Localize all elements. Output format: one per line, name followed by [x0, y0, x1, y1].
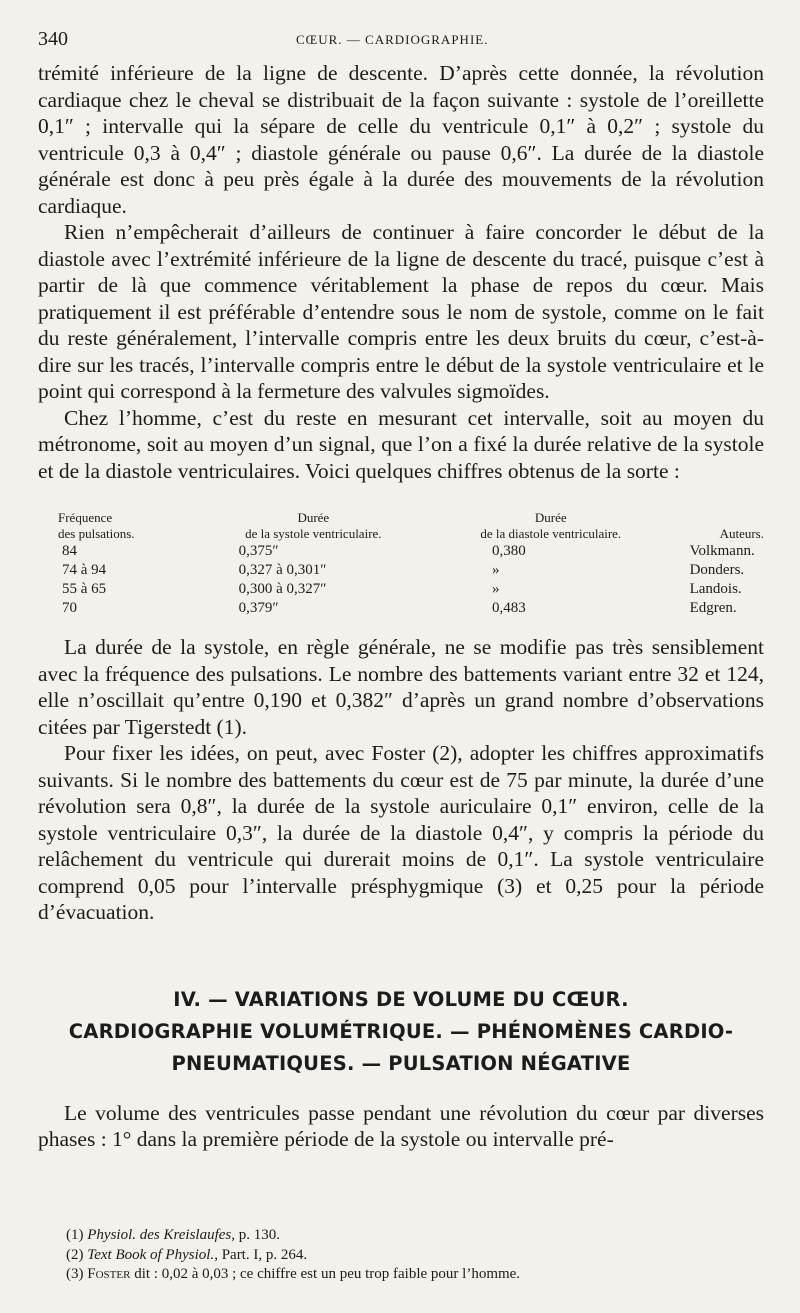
footnote-2-title: Text Book of Physiol.: [87, 1246, 215, 1263]
footnote-1: (1) Physiol. des Kreislaufes, p. 130.: [66, 1227, 281, 1243]
paragraph-1: trémité inférieure de la ligne de descente. D’après cette donnée, la révolution cardiaque chez le cheval se distribuait de la façon suivante : systole de l’oreillette 0,1″ ; intervalle qui la sépare de celle du ventricule 0,1″ à 0,2″ ; systole du ventricule 0,3 à 0,4″ ; diastole générale ou pause 0,6″. La durée de la diastole générale est donc à peu près égale à la durée des mouvements de la révolution cardiaque.: [38, 61, 764, 218]
footnote-2: (2) Text Book of Physiol., Part. I, p. 264.: [66, 1246, 308, 1263]
table-row: 74 à 94 0,327 à 0,301″ » Donders.: [62, 562, 745, 578]
footnotes: [66, 1226, 766, 1285]
page-number: 340: [38, 28, 68, 50]
paragraph-3: Chez l’homme, c’est du reste en mesurant cet intervalle, soit au moyen du métronome, soit au moyen d’un signal, que l’on a fixé la durée relative de la systole et de la diastole ventriculaires. Voici quelques chiffres obtenus de la sorte :: [38, 405, 764, 483]
section-heading-line-2: CARDIOGRAPHIE VOLUMÉTRIQUE. — PHÉNOMÈNES CARDIO-: [68, 1019, 734, 1043]
page-header: [38, 26, 766, 56]
footnote-3-author: Foster: [87, 1266, 131, 1282]
column-header-frequency: Fréquence des pulsations.: [58, 510, 135, 541]
section-heading-line-3: PNEUMATIQUES. — PULSATION NÉGATIVE: [171, 1051, 631, 1075]
table-row: 55 à 65 0,300 à 0,327″ » Landois.: [62, 581, 742, 597]
column-header-authors: Auteurs.: [719, 526, 764, 541]
body-text: [38, 60, 764, 1153]
paragraph-4: La durée de la systole, en règle générale, ne se modifie pas très sensiblement avec la fréquence des pulsations. Le nombre des battements variant entre 32 et 124, elle n’oscillait qu’entre 0,190 et 0,382″ d’après un grand nombre d’observations citées par Tigerstedt (1).: [38, 635, 764, 739]
paragraph-5: Pour fixer les idées, on peut, avec Foster (2), adopter les chiffres approximatifs suivants. Si le nombre des battements du cœur est de 75 par minute, la durée d’une révolution sera 0,8″, la durée de la systole auriculaire 0,1″ environ, celle de la systole ventriculaire 0,3″, la durée de la diastole 0,4″, y compris la période du relâchement du ventricule qui durerait moins de 0,1″. La systole ventriculaire comprend 0,05 pour l’intervalle présphygmique (3) et 0,25 pour la période d’évacuation.: [38, 741, 764, 924]
systole-diastole-table: [38, 510, 764, 618]
footnote-1-title: Physiol. des Kreislaufes: [87, 1227, 232, 1243]
section-heading-line-1: IV. — VARIATIONS DE VOLUME DU CŒUR.: [173, 987, 629, 1011]
running-title: CŒUR. — CARDIOGRAPHIE.: [296, 32, 489, 47]
column-header-systole: Durée de la systole ventriculaire.: [245, 510, 382, 541]
column-header-diastole: Durée de la diastole ventriculaire.: [480, 510, 622, 541]
paragraph-6: Le volume des ventricules passe pendant une révolution du cœur par diverses phases : 1° dans la première période de la systole ou intervalle pré-: [38, 1100, 764, 1151]
table-row: 84 0,375″ 0,380 Volkmann.: [62, 543, 755, 559]
table-row: 70 0,379″ 0,483 Edgren.: [62, 600, 737, 616]
section-heading: [38, 984, 764, 1080]
paragraph-2: Rien n’empêcherait d’ailleurs de continuer à faire concorder le début de la diastole avec l’extrémité inférieure de la ligne de descente du tracé, puisque c’est à partir de là que commence véritablement la phase de repos du cœur. Mais pratiquement il est préférable d’entendre sous le nom de systole, comme on le fait du reste généralement, l’intervalle compris entre les deux bruits du cœur, c’est-à-dire sur les tracés, l’intervalle compris entre le début de la systole ventriculaire et le point qui correspond à la fermeture des valvules sigmoïdes.: [38, 220, 764, 403]
footnote-3: (3) Foster dit : 0,02 à 0,03 ; ce chiffre est un peu trop faible pour l’homme.: [66, 1266, 521, 1282]
table-header-row: [38, 510, 764, 542]
